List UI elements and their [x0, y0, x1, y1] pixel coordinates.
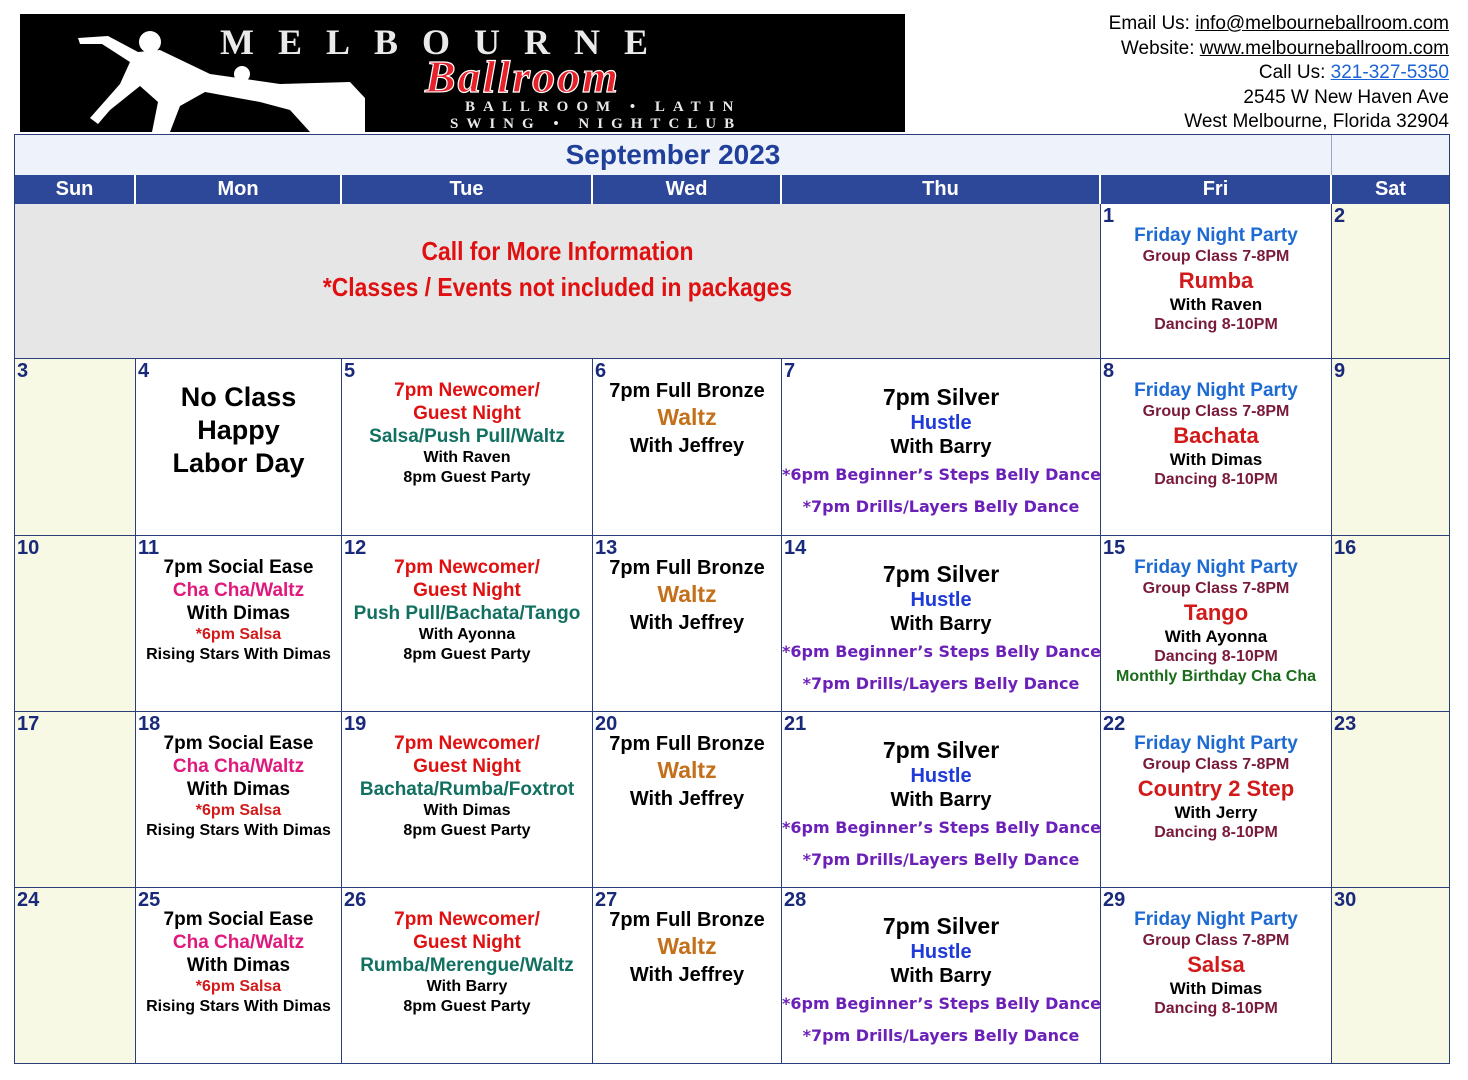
- day-cell-15: [1101, 536, 1332, 712]
- event-line: Cha Cha/Waltz: [172, 756, 305, 777]
- event-line: Group Class 7-8PM: [1142, 756, 1290, 773]
- event-line: 7pm Social Ease: [163, 909, 314, 930]
- day-number: 10: [17, 537, 40, 559]
- event-line: With Barry: [890, 436, 992, 458]
- event-line: Tango: [1183, 600, 1249, 625]
- event-line: Rumba/Merengue/Waltz: [360, 955, 574, 976]
- event-line: Dancing 8-10PM: [1154, 648, 1278, 665]
- event-line: 7pm Silver: [882, 384, 1000, 410]
- email-link[interactable]: info@melbourneballroom.com: [1195, 13, 1449, 34]
- event-line: 7pm Full Bronze: [609, 733, 765, 755]
- day-cell-2: [1332, 204, 1449, 359]
- event-line: *7pm Drills/Layers Belly Dance: [802, 850, 1080, 869]
- event-line: With Barry: [890, 789, 992, 811]
- event-list: [593, 379, 781, 461]
- event-line: With Jeffrey: [629, 612, 745, 634]
- day-cell-11: [136, 536, 342, 712]
- event-line: Group Class 7-8PM: [1142, 932, 1290, 949]
- event-line: *6pm Salsa: [195, 626, 282, 643]
- event-line: 7pm Newcomer/: [394, 909, 540, 930]
- calendar: [14, 134, 1450, 1064]
- event-line: 7pm Full Bronze: [609, 557, 765, 579]
- day-cell-17: [15, 712, 136, 888]
- event-line: 7pm Newcomer/: [394, 733, 540, 754]
- event-line: No Class: [180, 382, 297, 412]
- day-number: 9: [1334, 360, 1346, 382]
- day-cell-27: [593, 888, 782, 1064]
- event-list: [136, 732, 341, 841]
- event-line: With Dimas: [1169, 450, 1263, 469]
- event-line: Cha Cha/Waltz: [172, 580, 305, 601]
- day-number: 1: [1103, 205, 1115, 227]
- event-line: 7pm Full Bronze: [609, 380, 765, 402]
- day-number: 26: [344, 889, 367, 911]
- event-list: [1101, 556, 1331, 687]
- event-line: Rising Stars With Dimas: [146, 998, 331, 1015]
- day-number: 24: [17, 889, 40, 911]
- event-line: Hustle: [910, 589, 972, 611]
- event-list: [593, 732, 781, 814]
- day-cell-8: [1101, 359, 1332, 536]
- event-line: With Ayonna: [1164, 627, 1268, 646]
- event-line: Dancing 8-10PM: [1154, 316, 1278, 333]
- event-line: Rumba: [1178, 268, 1254, 293]
- day-cell-14: [782, 536, 1101, 712]
- event-list: [1101, 732, 1331, 843]
- email-line: [1109, 12, 1449, 37]
- event-line: With Jeffrey: [629, 788, 745, 810]
- day-number: 25: [138, 889, 161, 911]
- day-number: 16: [1334, 537, 1357, 559]
- event-line: 7pm Newcomer/: [394, 380, 540, 401]
- day-cell-4: [136, 359, 342, 536]
- weekday-sun: Sun: [15, 175, 136, 204]
- day-number: 14: [784, 537, 807, 559]
- event-line: Group Class 7-8PM: [1142, 403, 1290, 420]
- weekday-mon: Mon: [136, 175, 342, 204]
- day-number: 15: [1103, 537, 1126, 559]
- event-line: *7pm Drills/Layers Belly Dance: [802, 674, 1080, 693]
- event-line: 7pm Newcomer/: [394, 557, 540, 578]
- event-line: With Ayonna: [418, 626, 516, 643]
- event-line: Bachata/Rumba/Foxtrot: [359, 779, 575, 800]
- day-cell-23: [1332, 712, 1449, 888]
- event-line: *6pm Beginner’s Steps Belly Dance: [782, 465, 1101, 484]
- phone-link[interactable]: 321-327-5350: [1330, 62, 1449, 83]
- day-cell-29: [1101, 888, 1332, 1064]
- event-line: 7pm Social Ease: [163, 733, 314, 754]
- day-number: 20: [595, 713, 618, 735]
- event-line: Salsa: [1187, 952, 1245, 977]
- day-cell-28: [782, 888, 1101, 1064]
- event-line: With Dimas: [186, 603, 291, 624]
- day-cell-25: [136, 888, 342, 1064]
- day-cell-20: [593, 712, 782, 888]
- phone-line: [1109, 61, 1449, 86]
- event-line: Guest Night: [413, 932, 521, 953]
- event-list: [782, 383, 1100, 523]
- event-line: Monthly Birthday Cha Cha: [1115, 668, 1316, 685]
- day-number: 21: [784, 713, 807, 735]
- event-line: Guest Night: [413, 403, 521, 424]
- event-list: [782, 736, 1100, 876]
- website-link[interactable]: www.melbourneballroom.com: [1199, 37, 1449, 59]
- event-line: *6pm Salsa: [195, 978, 282, 995]
- weekday-tue: Tue: [342, 175, 593, 204]
- event-line: 7pm Silver: [882, 561, 1000, 587]
- event-line: *6pm Beginner’s Steps Belly Dance: [782, 818, 1101, 837]
- notice-box: [15, 204, 1101, 359]
- day-number: 12: [344, 537, 367, 559]
- day-cell-5: [342, 359, 593, 536]
- day-number: 17: [17, 713, 40, 735]
- event-line: Waltz: [657, 581, 717, 607]
- day-number: 3: [17, 360, 29, 382]
- event-line: Happy: [197, 415, 280, 445]
- weekday-fri: Fri: [1101, 175, 1332, 204]
- event-line: With Dimas: [1169, 979, 1263, 998]
- weekday-thu: Thu: [782, 175, 1101, 204]
- event-line: Rising Stars With Dimas: [146, 646, 331, 663]
- event-list: [136, 908, 341, 1017]
- day-cell-21: [782, 712, 1101, 888]
- event-line: Friday Night Party: [1134, 557, 1298, 578]
- event-line: With Jerry: [1174, 803, 1258, 822]
- event-line: *7pm Drills/Layers Belly Dance: [802, 1026, 1080, 1045]
- event-line: Rising Stars With Dimas: [146, 822, 331, 839]
- notice-line-2: *Classes / Events not included in packages: [322, 272, 793, 302]
- event-list: [136, 381, 341, 480]
- event-line: Dancing 8-10PM: [1154, 1000, 1278, 1017]
- event-line: 7pm Silver: [882, 737, 1000, 763]
- day-cell-18: [136, 712, 342, 888]
- event-line: Waltz: [657, 933, 717, 959]
- day-number: 29: [1103, 889, 1126, 911]
- event-list: [342, 379, 592, 488]
- weekday-wed: Wed: [593, 175, 782, 204]
- event-line: Waltz: [657, 757, 717, 783]
- event-list: [1101, 379, 1331, 490]
- event-line: With Raven: [423, 449, 511, 466]
- event-line: Hustle: [910, 941, 972, 963]
- notice-line-1: Call for More Information: [421, 236, 694, 266]
- day-cell-1: [1101, 204, 1332, 359]
- day-number: 28: [784, 889, 807, 911]
- event-line: Guest Night: [413, 756, 521, 777]
- event-line: 7pm Social Ease: [163, 557, 314, 578]
- day-cell-3: [15, 359, 136, 536]
- event-line: 8pm Guest Party: [403, 822, 531, 839]
- event-list: [342, 908, 592, 1017]
- day-number: 30: [1334, 889, 1357, 911]
- day-number: 2: [1334, 205, 1346, 227]
- event-line: *6pm Beginner’s Steps Belly Dance: [782, 994, 1101, 1013]
- event-line: Hustle: [910, 765, 972, 787]
- event-list: [593, 556, 781, 638]
- divider: [1331, 135, 1332, 175]
- day-number: 23: [1334, 713, 1357, 735]
- event-line: Friday Night Party: [1134, 225, 1298, 246]
- day-cell-13: [593, 536, 782, 712]
- event-line: With Barry: [890, 613, 992, 635]
- event-list: [136, 556, 341, 665]
- event-line: 8pm Guest Party: [403, 646, 531, 663]
- event-line: 8pm Guest Party: [403, 998, 531, 1015]
- event-line: With Jeffrey: [629, 964, 745, 986]
- day-number: 7: [784, 360, 796, 382]
- logo-line3: BALLROOM • LATIN: [465, 99, 742, 115]
- event-line: *6pm Salsa: [195, 802, 282, 819]
- event-line: 7pm Silver: [882, 913, 1000, 939]
- address-line-2: West Melbourne, Florida 32904: [1184, 111, 1449, 132]
- phone-label: Call Us:: [1258, 62, 1331, 83]
- event-line: Labor Day: [172, 448, 305, 478]
- weekday-header: [15, 175, 1449, 204]
- event-line: With Dimas: [186, 955, 291, 976]
- event-line: Hustle: [910, 412, 972, 434]
- event-list: [342, 556, 592, 665]
- weekday-sat: Sat: [1374, 178, 1407, 200]
- day-cell-22: [1101, 712, 1332, 888]
- day-number: 5: [344, 360, 356, 382]
- day-number: 8: [1103, 360, 1115, 382]
- event-line: With Dimas: [423, 802, 511, 819]
- event-line: 8pm Guest Party: [403, 469, 531, 486]
- event-line: Friday Night Party: [1134, 733, 1298, 754]
- event-line: With Barry: [890, 965, 992, 987]
- day-number: 4: [138, 360, 150, 382]
- event-line: Cha Cha/Waltz: [172, 932, 305, 953]
- dancer-silhouette-logo: [20, 14, 905, 132]
- day-cell-30: [1332, 888, 1449, 1064]
- month-title: September 2023: [565, 139, 781, 170]
- day-cell-7: [782, 359, 1101, 536]
- event-line: With Raven: [1169, 295, 1263, 314]
- logo-line4: SWING • NIGHTCLUB: [450, 116, 743, 132]
- day-cell-10: [15, 536, 136, 712]
- day-cell-26: [342, 888, 593, 1064]
- day-cell-12: [342, 536, 593, 712]
- event-line: Dancing 8-10PM: [1154, 824, 1278, 841]
- logo-line1: MELBOURNE: [220, 22, 673, 62]
- event-line: Salsa/Push Pull/Waltz: [369, 426, 565, 447]
- event-line: Friday Night Party: [1134, 909, 1298, 930]
- website-line: [1109, 37, 1449, 62]
- day-cell-19: [342, 712, 593, 888]
- event-line: *7pm Drills/Layers Belly Dance: [802, 497, 1080, 516]
- event-line: Dancing 8-10PM: [1154, 471, 1278, 488]
- event-line: 7pm Full Bronze: [609, 909, 765, 931]
- day-cell-6: [593, 359, 782, 536]
- day-number: 6: [595, 360, 607, 382]
- day-number: 11: [138, 537, 160, 559]
- event-list: [782, 560, 1100, 700]
- event-line: Bachata: [1173, 423, 1259, 448]
- event-line: With Jeffrey: [629, 435, 745, 457]
- logo: [20, 14, 905, 132]
- event-line: Group Class 7-8PM: [1142, 248, 1290, 265]
- website-label: Website:: [1120, 37, 1200, 59]
- day-cell-24: [15, 888, 136, 1064]
- event-line: With Barry: [426, 978, 508, 995]
- event-list: [1101, 224, 1331, 335]
- day-number: 22: [1103, 713, 1126, 735]
- event-line: Push Pull/Bachata/Tango: [353, 603, 581, 624]
- logo-line2: Ballroom: [425, 51, 620, 102]
- event-list: [782, 912, 1100, 1052]
- event-list: [342, 732, 592, 841]
- day-number: 27: [595, 889, 618, 911]
- event-line: Country 2 Step: [1137, 776, 1295, 801]
- event-line: Guest Night: [413, 580, 521, 601]
- day-number: 13: [595, 537, 618, 559]
- event-line: Friday Night Party: [1134, 380, 1298, 401]
- day-number: 19: [344, 713, 367, 735]
- event-line: Waltz: [657, 404, 717, 430]
- event-list: [593, 908, 781, 990]
- event-list: [1101, 908, 1331, 1019]
- event-line: Group Class 7-8PM: [1142, 580, 1290, 597]
- month-row: [15, 135, 1449, 175]
- day-cell-9: [1332, 359, 1449, 536]
- day-cell-16: [1332, 536, 1449, 712]
- email-label: Email Us:: [1108, 13, 1196, 34]
- day-number: 18: [138, 713, 161, 735]
- address-line-1: 2545 W New Haven Ave: [1243, 86, 1449, 108]
- contact-info: [1109, 12, 1449, 135]
- event-line: *6pm Beginner’s Steps Belly Dance: [782, 642, 1101, 661]
- event-line: With Dimas: [186, 779, 291, 800]
